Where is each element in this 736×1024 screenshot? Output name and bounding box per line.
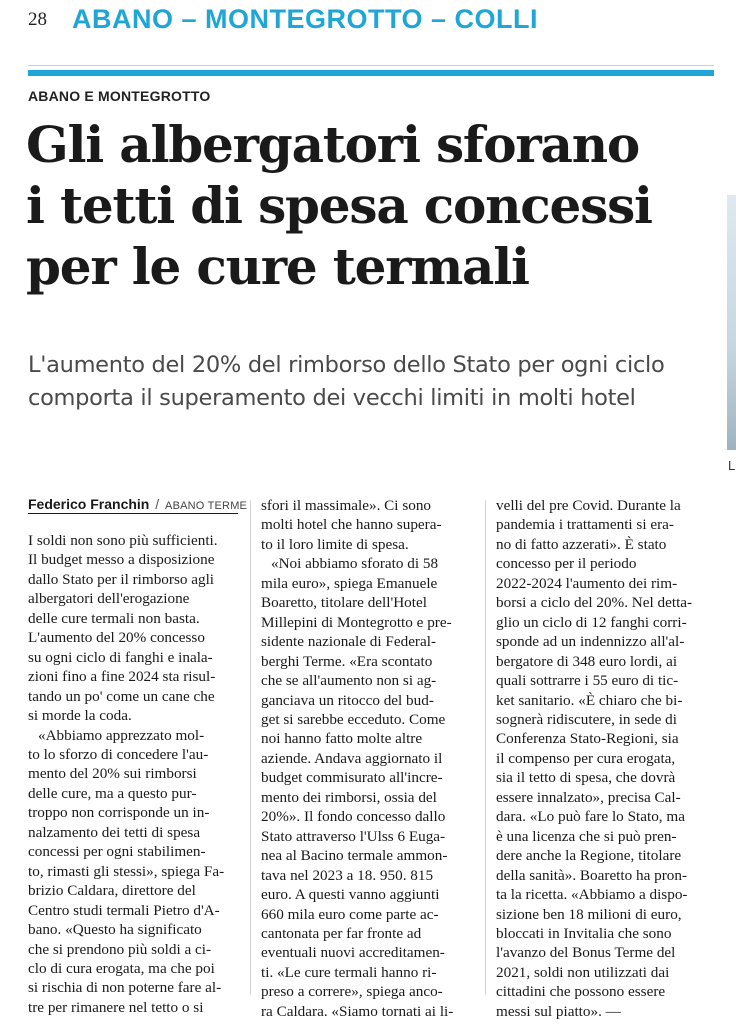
body-text-line: sognerà ridiscutere, in sede di <box>496 710 677 728</box>
body-text-line: che si prendono più soldi a ci- <box>28 940 212 958</box>
subhead-line: L'aumento del 20% del rimborso dello Stato per ogni ciclo <box>28 352 665 378</box>
body-text-line: berghi Terme. «Era scontato <box>261 652 433 670</box>
body-text-line: il compenso per cura erogata, <box>496 749 676 767</box>
body-text-line: si morde la coda. <box>28 707 132 725</box>
headline-line: Gli albergatori sforano <box>26 115 640 174</box>
body-text-line: zioni fino a fine 2024 sta risul- <box>28 668 216 686</box>
body-text-line: borsi a ciclo del 20%. Nel detta- <box>496 594 693 612</box>
body-text-line: 2021, soldi non utilizzati dai <box>496 963 670 981</box>
byline <box>28 496 247 512</box>
body-text-line: Conferenza Stato-Regioni, sia <box>496 730 679 748</box>
body-text-line: ra Caldara. «Siamo tornati ai li- <box>261 1002 454 1020</box>
body-text-line: messi sul piatto». — <box>496 1002 621 1020</box>
body-text-line: Stato attraverso l'Ulss 6 Euga- <box>261 827 446 845</box>
body-text-line: che se all'aumento non si ag- <box>261 672 437 690</box>
body-text-line: ta la ricetta. «Abbiamo a dispo- <box>496 886 688 904</box>
body-text-line: tando un po' come un cane che <box>28 687 215 705</box>
body-text-line: glio un ciclo di 12 fanghi corri- <box>496 613 687 631</box>
headline-line: i tetti di spesa concessi <box>26 176 652 235</box>
body-text-line: mento del 20% sui rimborsi <box>28 765 197 783</box>
article-kicker: ABANO E MONTEGROTTO <box>28 88 211 104</box>
section-title: ABANO – MONTEGROTTO – COLLI <box>72 4 539 34</box>
accent-rule <box>28 70 714 76</box>
body-text-line: bergatore di 348 euro lordi, ai <box>496 652 678 670</box>
author-name: Federico Franchin <box>28 496 150 512</box>
header-divider <box>28 65 714 66</box>
body-text-line: albergatori dell'erogazione <box>28 590 190 608</box>
body-text-line: preso a correre», spiega anco- <box>261 983 443 1001</box>
cropped-photo <box>727 195 736 450</box>
dateline-place: ABANO TERME <box>165 500 248 512</box>
body-text-line: euro. A questi vanno aggiunti <box>261 886 440 904</box>
article-column-2 <box>261 496 483 1021</box>
byline-separator: / <box>155 496 160 512</box>
body-text-line: budget commisurato all'incre- <box>261 769 443 787</box>
body-text-line: dere anche la Regione, titolare <box>496 847 682 865</box>
body-text-line: «Abbiamo apprezzato mol- <box>38 726 205 744</box>
body-text-line: essere innalzato», precisa Cal- <box>496 788 681 806</box>
body-text-line: noi hanno fatto molte altre <box>261 730 423 748</box>
body-text-line: dallo Stato per il rimborso agli <box>28 570 215 588</box>
body-text-line: aziende. Andava aggiornato il <box>261 749 443 767</box>
body-text-line: Boaretto, titolare dell'Hotel <box>261 594 427 612</box>
body-text-line: Il budget messo a disposizione <box>28 551 215 569</box>
byline-rule <box>28 513 238 514</box>
body-text-line: sizione ben 18 milioni di euro, <box>496 905 682 923</box>
column-divider <box>485 500 486 995</box>
body-text-line: to, rimasti gli stessi», spiega Fa- <box>28 862 225 880</box>
body-text-line: L'aumento del 20% concesso <box>28 629 205 647</box>
page-number: 28 <box>28 9 47 30</box>
body-text-line: troppo non corrisponde un in- <box>28 804 210 822</box>
body-text-line: mento dei rimborsi, ossia del <box>261 788 437 806</box>
body-text-line: no di fatto azzerati». È stato <box>496 535 667 553</box>
body-text-line: clo di cura erogata, ma che poi <box>28 959 215 977</box>
body-text-line: 2022-2024 l'aumento dei rim- <box>496 574 678 592</box>
body-text-line: 20%». Il fondo concesso dallo <box>261 808 446 826</box>
body-text-line: ti. «Le cure termali hanno ri- <box>261 963 437 981</box>
body-text-line: sfori il massimale». Ci sono <box>261 497 432 514</box>
body-text-line: delle cure, ma a questo pur- <box>28 784 197 802</box>
body-text-line: sidente nazionale di Federal- <box>261 633 437 651</box>
article-subheadline <box>28 349 718 415</box>
article-column-3 <box>496 496 718 1021</box>
body-text-line: get si sarebbe ecceduto. Come <box>261 710 446 728</box>
body-text-line: bloccati in Invitalia che sono <box>496 924 672 942</box>
body-text-line: bano. «Questo ha significato <box>28 921 202 939</box>
body-text-line: cantonata per far fronte ad <box>261 924 422 942</box>
body-text-line: eventuali nuovi accreditamen- <box>261 944 445 962</box>
body-text-line: sponde ad un indennizzo all'al- <box>496 633 685 651</box>
body-text-line: to il loro limite di spesa. <box>261 535 409 553</box>
body-text-line: ket sanitario. «È chiaro che bi- <box>496 691 683 709</box>
subhead-line: comporta il superamento dei vecchi limiti in molti hotel <box>28 385 636 411</box>
body-text-line: to lo sforzo di concedere l'au- <box>28 745 209 763</box>
body-text-line: tre per rimanere nel tetto o si <box>28 998 204 1016</box>
body-text-line: 660 mila euro come parte ac- <box>261 905 439 923</box>
body-text-line: Millepini di Montegrotto e pre- <box>261 613 452 631</box>
photo-caption: L <box>728 458 736 473</box>
body-text-line: «Noi abbiamo sforato di 58 <box>271 555 439 573</box>
body-text-line: l'avanzo del Bonus Terme del <box>496 944 676 962</box>
body-text-line: delle cure termali non basta. <box>28 609 200 627</box>
body-text-line: su ogni ciclo di fanghi e inala- <box>28 648 213 666</box>
body-text-line: dara. «Lo può fare lo Stato, ma <box>496 808 685 826</box>
body-text-line: della sanità». Boaretto ha pron- <box>496 866 688 884</box>
body-text-line: tava nel 2023 a 18. 950. 815 <box>261 866 434 884</box>
body-text-line: si rischia di non poterne fare al- <box>28 979 222 997</box>
headline-line: per le cure termali <box>26 237 529 296</box>
article-headline <box>26 114 716 297</box>
body-text-line: nea al Bacino termale ammon- <box>261 847 448 865</box>
body-text-line: concesso per il periodo <box>496 555 637 573</box>
body-text-line: mila euro», spiega Emanuele <box>261 574 438 592</box>
body-text-line: Centro studi termali Pietro d'A- <box>28 901 220 919</box>
body-text-line: concessi per ogni stabilimen- <box>28 843 206 861</box>
body-text-line: velli del pre Covid. Durante la <box>496 497 681 514</box>
body-text-line: sia il tetto di spesa, che dovrà <box>496 769 676 787</box>
body-text-line: ganciava un ritocco del bud- <box>261 691 434 709</box>
column-divider <box>250 500 251 995</box>
article-column-1 <box>28 531 250 1017</box>
body-text-line: brizio Caldara, direttore del <box>28 882 196 900</box>
page-header <box>0 0 736 44</box>
body-text-line: I soldi non sono più sufficienti. <box>28 532 218 549</box>
body-text-line: molti hotel che hanno supera- <box>261 516 442 534</box>
body-text-line: cittadini che possono essere <box>496 983 666 1001</box>
body-text-line: nalzamento dei tetti di spesa <box>28 823 201 841</box>
body-text-line: quali sottrarre i 55 euro di tic- <box>496 672 679 690</box>
body-text-line: è una licenza che si può pren- <box>496 827 677 845</box>
body-text-line: pandemia i trattamenti si era- <box>496 516 674 534</box>
